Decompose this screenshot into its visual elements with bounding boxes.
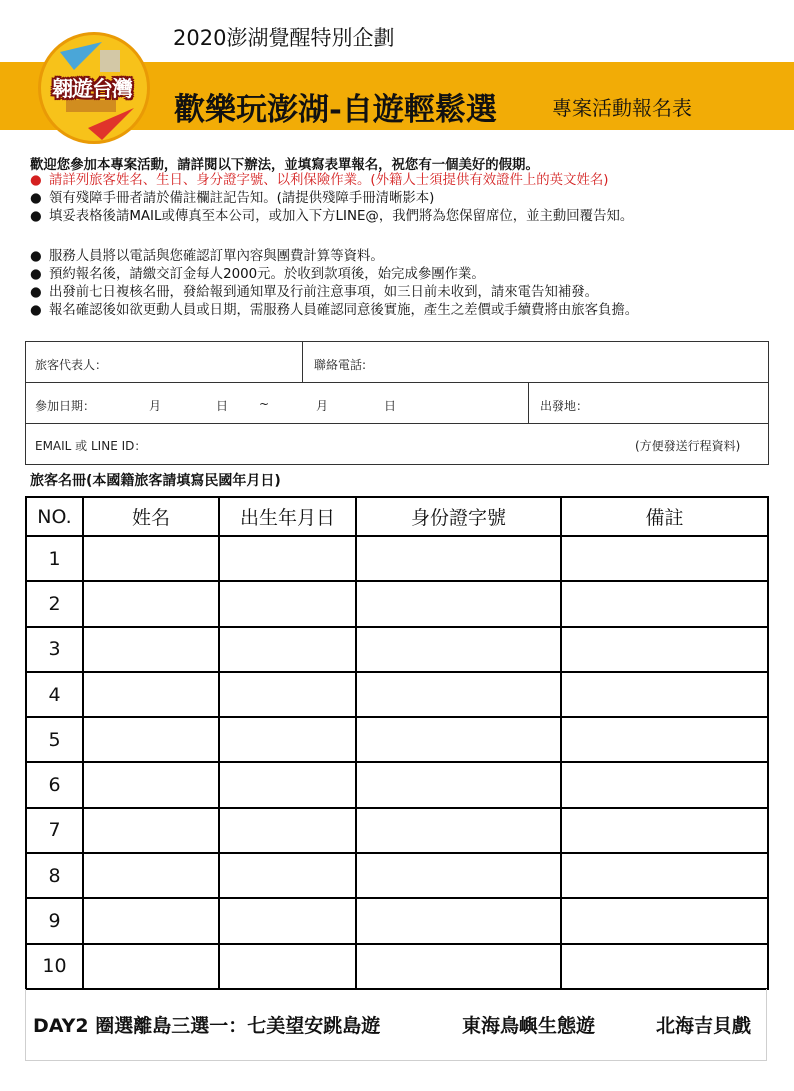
- month-label: 月: [316, 399, 329, 413]
- table-row: [26, 944, 768, 989]
- list-item: [30, 284, 790, 302]
- logo: [30, 30, 154, 154]
- id-cell[interactable]: [356, 672, 561, 717]
- rule-text: 服務人員將以電話與您確認訂單內容與團費計算等資料。: [49, 249, 384, 264]
- bullet-icon: ●: [30, 267, 42, 282]
- row-number: 2: [26, 581, 83, 626]
- table-row: [26, 717, 768, 762]
- birthdate-cell[interactable]: [219, 762, 356, 807]
- rule-text: 預約報名後，請繳交訂金每人2000元。於收到款項後，始完成參團作業。: [49, 267, 485, 282]
- name-cell[interactable]: [83, 944, 219, 989]
- birthdate-cell[interactable]: [219, 581, 356, 626]
- header-birthdate: 出生年月日: [219, 497, 356, 536]
- contact-row-email: [26, 424, 768, 464]
- divider: [302, 342, 303, 382]
- id-cell[interactable]: [356, 717, 561, 762]
- note-text: 請詳列旅客姓名、生日、身分證字號、以利保險作業。(外籍人士須提供有效證件上的英文姓名): [49, 173, 609, 188]
- bullet-icon: ●: [30, 303, 42, 318]
- day-label: 日: [384, 399, 397, 413]
- list-item: [30, 266, 790, 284]
- id-cell[interactable]: [356, 808, 561, 853]
- note-text: 領有殘障手冊者請於備註欄註記告知。(請提供殘障手冊清晰影本): [49, 191, 435, 206]
- name-cell[interactable]: [83, 672, 219, 717]
- name-cell[interactable]: [83, 717, 219, 762]
- form-subtitle: 專案活動報名表: [552, 96, 692, 120]
- name-cell[interactable]: [83, 898, 219, 943]
- date-label: 參加日期：: [35, 399, 96, 413]
- day2-option-3[interactable]: 北海吉貝戲: [656, 1015, 752, 1037]
- id-cell[interactable]: [356, 581, 561, 626]
- contact-row-representative: [26, 342, 768, 383]
- list-item: [30, 248, 790, 266]
- name-cell[interactable]: [83, 581, 219, 626]
- birthdate-cell[interactable]: [219, 717, 356, 762]
- birthdate-cell[interactable]: [219, 808, 356, 853]
- birthdate-cell[interactable]: [219, 536, 356, 581]
- birthdate-cell[interactable]: [219, 627, 356, 672]
- row-number: 8: [26, 853, 83, 898]
- remarks-cell[interactable]: [561, 672, 768, 717]
- id-cell[interactable]: [356, 853, 561, 898]
- id-cell[interactable]: [356, 944, 561, 989]
- name-cell[interactable]: [83, 762, 219, 807]
- rule-text: 出發前七日複核名冊，發給報到通知單及行前注意事項，如三日前未收到，請來電告知補發。: [49, 285, 599, 300]
- day2-option-2[interactable]: 東海鳥嶼生態遊: [462, 1015, 596, 1037]
- birthdate-cell[interactable]: [219, 672, 356, 717]
- list-item: [30, 190, 790, 208]
- email-note: (方便發送行程資料): [635, 439, 741, 453]
- table-row: [26, 536, 768, 581]
- tilde-separator: ~: [259, 397, 270, 411]
- table-row: [26, 853, 768, 898]
- header-no: NO.: [26, 497, 83, 536]
- email-label: EMAIL 或 LINE ID：: [35, 439, 147, 453]
- table-row: [26, 762, 768, 807]
- remarks-cell[interactable]: [561, 762, 768, 807]
- bullet-icon: ●: [30, 249, 42, 264]
- birthdate-cell[interactable]: [219, 944, 356, 989]
- remarks-cell[interactable]: [561, 581, 768, 626]
- list-item: [30, 208, 790, 226]
- rule-text: 報名確認後如欲更動人員或日期，需服務人員確認同意後實施，產生之差價或手續費將由旅客負擔。: [49, 303, 639, 318]
- id-cell[interactable]: [356, 627, 561, 672]
- row-number: 5: [26, 717, 83, 762]
- id-cell[interactable]: [356, 762, 561, 807]
- table-row: [26, 627, 768, 672]
- month-label: 月: [149, 399, 162, 413]
- rules-list: [30, 248, 790, 320]
- header-id-number: 身份證字號: [356, 497, 561, 536]
- contact-box: [25, 341, 769, 465]
- table-row: [26, 808, 768, 853]
- name-cell[interactable]: [83, 808, 219, 853]
- divider: [528, 383, 529, 423]
- name-cell[interactable]: [83, 536, 219, 581]
- remarks-cell[interactable]: [561, 944, 768, 989]
- remarks-cell[interactable]: [561, 717, 768, 762]
- name-cell[interactable]: [83, 853, 219, 898]
- roster-title: 旅客名冊(本國籍旅客請填寫民國年月日): [30, 473, 281, 489]
- header-name: 姓名: [83, 497, 219, 536]
- birthdate-cell[interactable]: [219, 853, 356, 898]
- roster-table: [25, 496, 769, 990]
- note-text: 填妥表格後請MAIL或傳真至本公司，或加入下方LINE@，我們將為您保留席位，並主動回覆告知。: [49, 209, 634, 224]
- list-item: [30, 302, 790, 320]
- remarks-cell[interactable]: [561, 536, 768, 581]
- row-number: 3: [26, 627, 83, 672]
- bullet-icon: ●: [30, 191, 42, 206]
- remarks-cell[interactable]: [561, 808, 768, 853]
- logo-text: 翱遊台灣: [52, 77, 132, 101]
- row-number: 4: [26, 672, 83, 717]
- id-cell[interactable]: [356, 536, 561, 581]
- row-number: 7: [26, 808, 83, 853]
- header-remarks: 備註: [561, 497, 768, 536]
- intro-text: 歡迎您參加本專案活動，請詳閱以下辦法，並填寫表單報名，祝您有一個美好的假期。: [30, 158, 539, 173]
- row-number: 1: [26, 536, 83, 581]
- bullet-icon: ●: [30, 209, 42, 224]
- top-title: 2020澎湖覺醒特別企劃: [173, 26, 395, 50]
- table-row: [26, 898, 768, 943]
- departure-label: 出發地：: [540, 399, 589, 413]
- table-header-row: [26, 497, 768, 536]
- contact-row-date: [26, 383, 768, 424]
- day2-option-1[interactable]: DAY2 圈選離島三選一：七美望安跳島遊: [33, 1015, 381, 1037]
- table-row: [26, 672, 768, 717]
- row-number: 9: [26, 898, 83, 943]
- bullet-icon: ●: [30, 285, 42, 300]
- name-cell[interactable]: [83, 627, 219, 672]
- table-row: [26, 581, 768, 626]
- day2-options-box: [25, 989, 767, 1061]
- main-title: 歡樂玩澎湖-自遊輕鬆選: [174, 92, 497, 128]
- day-label: 日: [216, 399, 229, 413]
- id-cell[interactable]: [356, 898, 561, 943]
- remarks-cell[interactable]: [561, 898, 768, 943]
- phone-label: 聯絡電話:: [314, 358, 367, 372]
- row-number: 10: [26, 944, 83, 989]
- representative-label: 旅客代表人：: [35, 358, 108, 372]
- bullet-icon: ●: [30, 173, 42, 188]
- remarks-cell[interactable]: [561, 853, 768, 898]
- list-item: [30, 172, 790, 190]
- notes-list: [30, 172, 790, 226]
- birthdate-cell[interactable]: [219, 898, 356, 943]
- remarks-cell[interactable]: [561, 627, 768, 672]
- row-number: 6: [26, 762, 83, 807]
